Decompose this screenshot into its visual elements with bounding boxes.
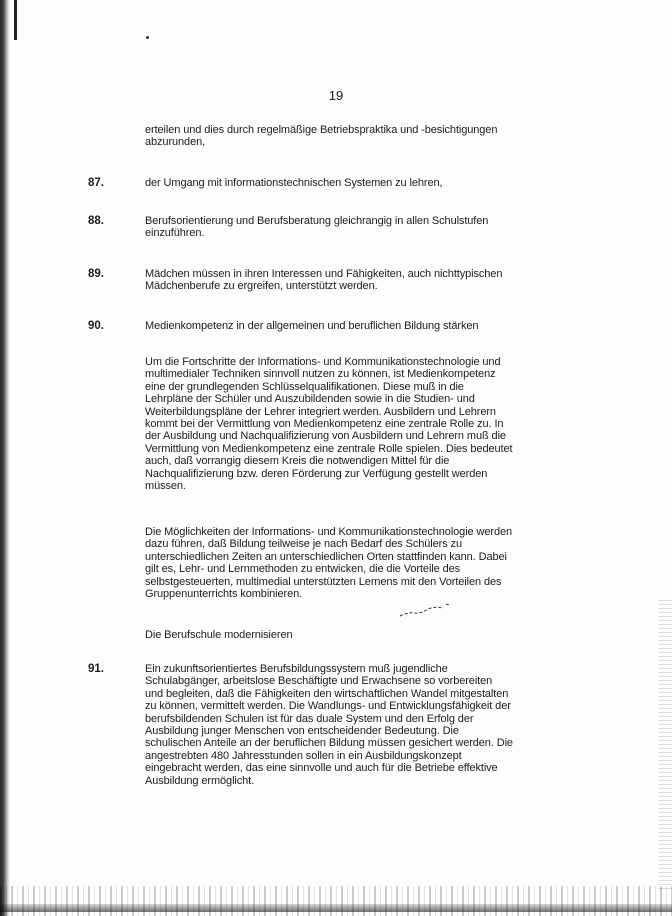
media-paragraph-1: Um die Fortschritte der Informations- und Kommunikationstechnologie und multimedialer Techniken sinnvoll nutzen zu können, ist Medienkompetenz eine der grundlegenden Schlüsselqualifikationen. Diese muß in die Lehrpläne der Schüler und Auszubildenden sowie in die Studien- und Weiterbildungspläne der Lehrer integriert werden. Ausbildern und Lehrern kommt bei der Vermittlung von Medienkompetenz eine zentrale Rolle zu. In der Ausbildung und Nachqualifizierung von Ausbildern und Lehrern muß die Vermittlung von Medienkompetenz eine zentrale Rolle spielen. Dies bedeutet auch, daß vorrangig diesem Kreis die notwendigen Mittel für die Nachqualifizierung bzw. deren Förderung zur Verfügung gestellt werden müssen. bbox=[145, 356, 513, 493]
media-paragraph-2: Die Möglichkeiten der Informations- und Kommunikationstechnologie werden dazu führen, daß Bildung teilweise je nach Bedarf des Schülers zu unterschiedlichen Zeiten an unterschiedlichen Orten stattfinden kann. Dabei gilt es, Lehr- und Lernmethoden zu entwicken, die die Vorteile des selbstgesteuerten, multimedial unterstützten Lernens mit den Vorteilen des Gruppenunterrichts kombinieren. bbox=[145, 526, 512, 601]
item-text-87: der Umgang mit informationstechnischen Systemen zu lehren, bbox=[145, 177, 443, 189]
item-text-91: Ein zukunftsorientiertes Berufsbildungssystem muß jugendliche Schulabgänger, arbeitslose Beschäftigte und Erwachsene so vorbereiten und begleiten, daß die Fähigkeiten den wirtschaftlichen Wandel mitgestalten zu können, vermittelt werden. Die Wandlungs- und Entwicklungsfähigkeit der berufsbildenden Schulen ist für das duale System und den Erfolg der Ausbildung junger Menschen von entscheidender Bedeutung. Die schulischen Anteile an der beruflichen Bildung müssen gesichert werden. Die angestrebten 480 Jahresstunden sollen in ein Ausbildungskonzept eingebracht werden, das eine sinnvolle und auch für die Betriebe effektive Ausbildung ermöglicht. bbox=[145, 663, 513, 787]
intro-paragraph: erteilen und dies durch regelmäßige Betriebspraktika und -besichtigungen abzurunden, bbox=[145, 124, 498, 149]
item-number-87: 87. bbox=[88, 177, 104, 189]
scan-edge-right bbox=[658, 600, 672, 890]
item-text-88: Berufsorientierung und Berufsberatung gleichrangig in allen Schulstufen einzuführen. bbox=[145, 215, 489, 240]
scan-edge-bottom-line bbox=[0, 904, 672, 912]
item-number-90: 90. bbox=[88, 320, 104, 332]
item-number-91: 91. bbox=[88, 663, 104, 675]
item-number-89: 89. bbox=[88, 268, 104, 280]
item-number-88: 88. bbox=[88, 215, 104, 227]
scan-speck bbox=[146, 36, 149, 39]
scan-mark bbox=[14, 0, 17, 40]
pen-mark bbox=[398, 600, 458, 620]
item-text-90: Medienkompetenz in der allgemeinen und beruflichen Bildung stärken bbox=[145, 320, 479, 332]
section-heading: Die Berufschule modernisieren bbox=[145, 629, 293, 641]
item-text-89: Mädchen müssen in ihren Interessen und Fähigkeiten, auch nichttypischen Mädchenberufe zu ergreifen, unterstützt werden. bbox=[145, 268, 503, 293]
page-number: 19 bbox=[328, 88, 344, 103]
scan-edge-left bbox=[0, 0, 10, 916]
